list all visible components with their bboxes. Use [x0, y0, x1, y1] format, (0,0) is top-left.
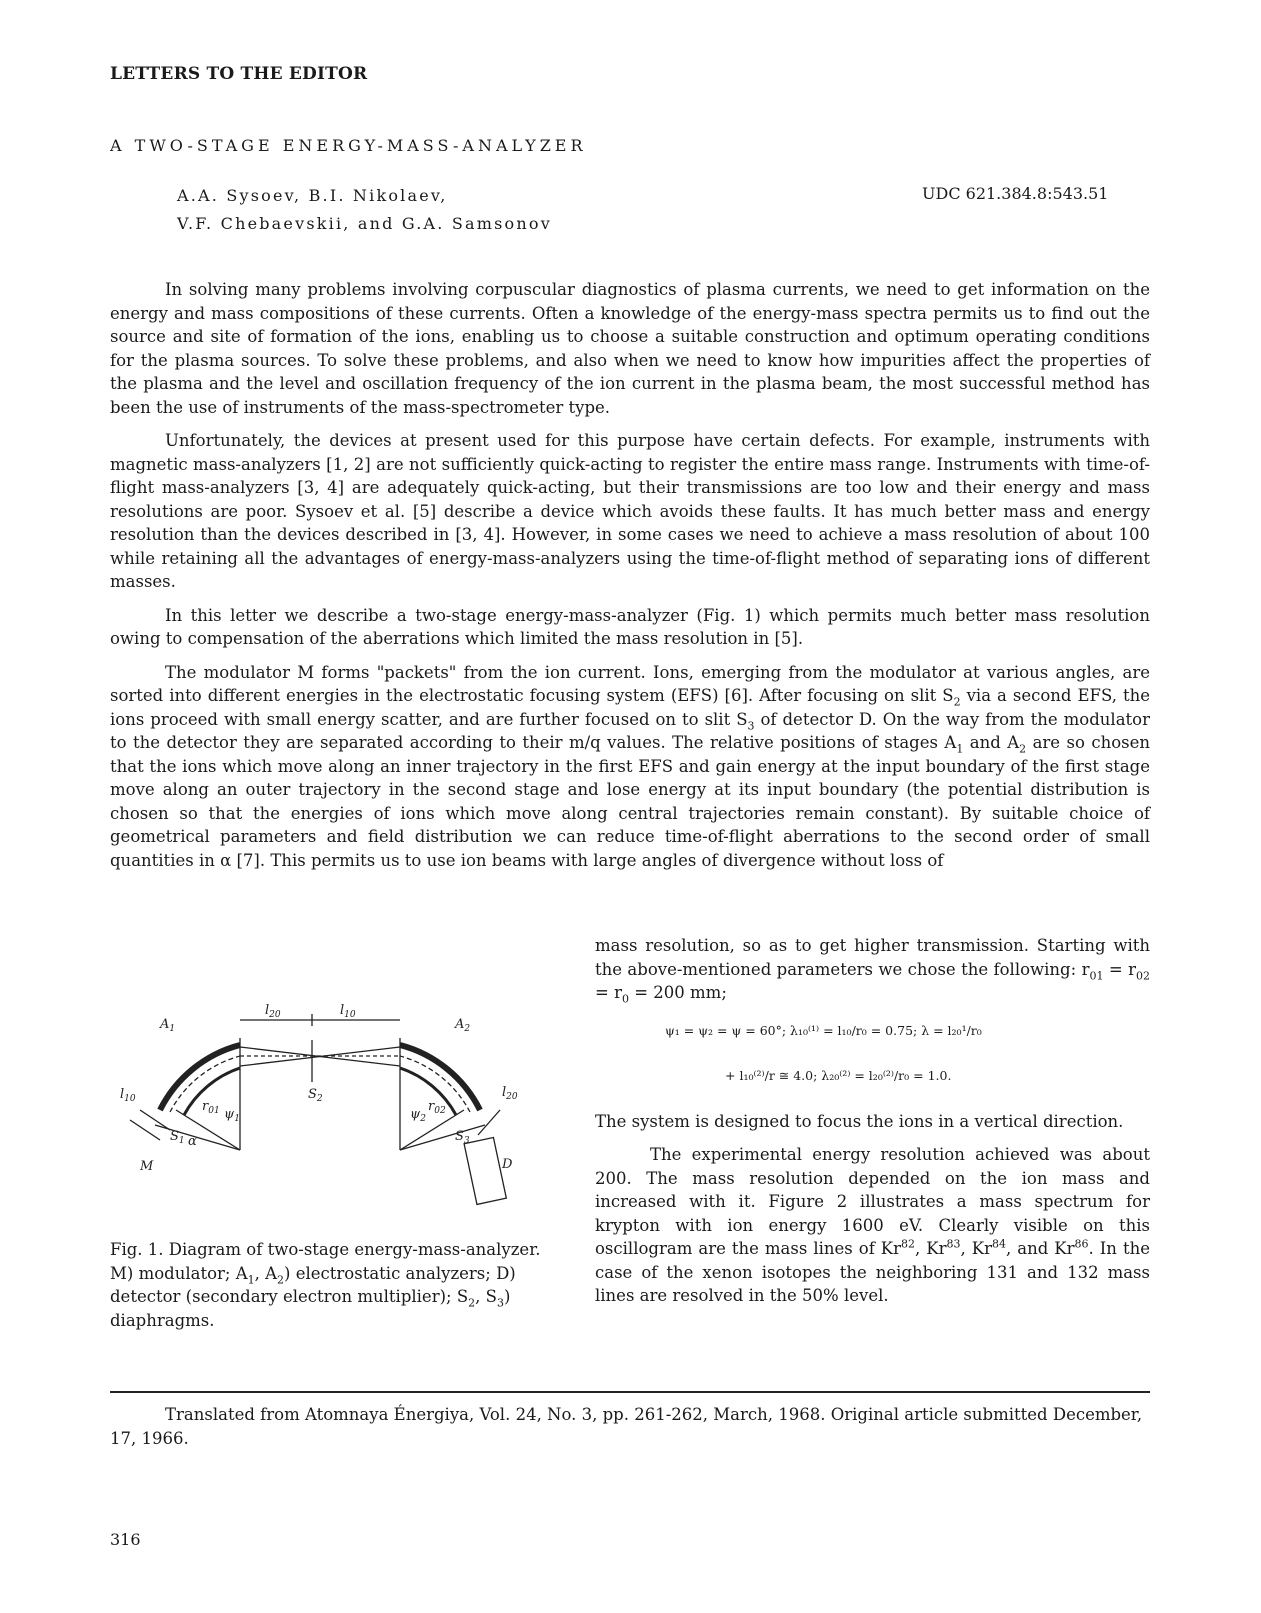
footnote-separator: [110, 1391, 1150, 1393]
authors: [177, 182, 552, 238]
analyzer-a1-outer-electrode: [160, 1045, 240, 1110]
analyzer-a2-outer-electrode: [400, 1045, 480, 1110]
svg-text:r01: $r_{01}$: [202, 1099, 220, 1116]
svg-text:S2: $S_2$: [308, 1087, 323, 1104]
svg-text:S1: $S_1$: [170, 1129, 185, 1146]
svg-text:l20: $l_{20}$: [502, 1085, 518, 1102]
authors-line-2: V.F. Chebaevskii, and G.A. Samsonov: [177, 214, 552, 233]
body-text: [110, 278, 1150, 872]
svg-text:D: D: [502, 1157, 513, 1172]
svg-text:S3: $S_3$: [455, 1129, 470, 1146]
svg-text:α: α: [188, 1134, 197, 1149]
svg-text:r02: $r_{02}$: [428, 1099, 446, 1116]
paragraph-3: In this letter we describe a two-stage energy-mass-analyzer (Fig. 1) which permits much better mass resolution owing to compensation of the aberrations which limited the mass resolution in [5].: [110, 605, 1150, 648]
svg-text:M: M: [140, 1159, 154, 1174]
footnote: Translated from Atomnaya Énergiya, Vol. 24, No. 3, pp. 261-262, March, 1968. Original article submitted December, 17, 1966.: [110, 1405, 1143, 1448]
page-number: 316: [110, 1530, 141, 1549]
section-heading: LETTERS TO THE EDITOR: [110, 64, 368, 84]
paragraph-4: The modulator M forms "packets" from the ion current. Ions, emerging from the modulator at various angles, are sorted into different energies in the electrostatic focusing system (EFS) [6]. After focusing on slit $S_2$ via a second EFS, the ions proceed with small energy scatter, and are further focused on to slit $S_3$ of detector D. On the way from the modulator to the detector they are separated according to their m/q values. The relative positions of stages $A_1$ and $A_2$ are so chosen that the ions which move along an inner trajectory in the first EFS and gain energy at the input boundary of the first stage move along an outer trajectory in the second stage and lose energy at its input boundary (the potential distribution is chosen so that the energies of ions which move along central trajectories remain constant). By suitable choice of geometrical parameters and field distribution we can reduce time-of-flight aberrations to the second order of small quantities in α [7]. This permits us to use ion beams with large angles of divergence without loss of: [110, 662, 1150, 870]
figure-1-caption: Fig. 1. Diagram of two-stage energy-mass-analyzer. M) modulator; $A_1$, $A_2$) electrostatic analyzers; D) detector (secondary electron multiplier); $S_2$, $S_3$) diaphragms.: [110, 1240, 541, 1330]
svg-text:A1: $A_1$: [160, 1017, 176, 1034]
formula-line-2: + l₁₀⁽²⁾/r ≅ 4.0; λ₂₀⁽²⁾ = l₂₀⁽²⁾/r₀ = 1.0.: [725, 1068, 952, 1083]
paragraph-focus: The system is designed to focus the ions in a vertical direction.: [595, 1111, 1124, 1131]
figure-1-diagram: [110, 1000, 540, 1220]
svg-text:A2: $A_2$: [455, 1017, 471, 1034]
paragraph-continuation: mass resolution, so as to get higher transmission. Starting with the above-mentioned parameters we chose the following: $r_{01} = r_{02} = r_0 = 200$ mm;: [595, 936, 1151, 1006]
svg-text:ψ1: $\psi_1$: [224, 1107, 240, 1124]
udc-code: UDC 621.384.8:543.51: [922, 184, 1109, 203]
svg-text:l10: $l_{10}$: [340, 1003, 356, 1020]
formula-line-1: ψ₁ = ψ₂ = ψ = 60°; λ₁₀⁽¹⁾ = l₁₀/r₀ = 0.75; λ = l₂₀¹/r₀: [665, 1022, 982, 1038]
modulator: [130, 1120, 160, 1140]
svg-text:l10: $l_{10}$: [120, 1087, 136, 1104]
paragraph-experimental: The experimental energy resolution achieved was about 200. The mass resolution depended on the ion mass and increased with it. Figure 2 illustrates a mass spectrum for krypton with ion energy 1600 eV. Clearly visible on this oscillogram are the mass lines of Kr$^{82}$, Kr$^{83}$, Kr$^{84}$, and Kr$^{86}$. In the case of the xenon isotopes the neighboring 131 and 132 mass lines are resolved in the 50% level.: [595, 1145, 1150, 1305]
paragraph-1: In solving many problems involving corpuscular diagnostics of plasma currents, we need to get information on the energy and mass compositions of these currents. Often a knowledge of the energy-mass spectra permits us to find out the source and site of formation of the ions, enabling us to choose a suitable construction and optimum operating conditions for the plasma sources. To solve these problems, and also when we need to know how impurities affect the properties of the plasma and the level and oscillation frequency of the ion current in the plasma beam, the most successful method has been the use of instruments of the mass-spectrometer type.: [110, 280, 1150, 417]
paragraph-2: Unfortunately, the devices at present used for this purpose have certain defects. For example, instruments with magnetic mass-analyzers [1, 2] are not sufficiently quick-acting to register the entire mass range. Instruments with time-of-flight mass-analyzers [3, 4] are adequately quick-acting, but their transmissions are too low and their energy and mass resolutions are poor. Sysoev et al. [5] describe a device which avoids these faults. It has much better mass and energy resolution than the devices described in [3, 4]. However, in some cases we need to achieve a mass resolution of about 100 while retaining all the advantages of energy-mass-analyzers using the time-of-flight method of separating ions of different masses.: [110, 431, 1150, 591]
right-column: [595, 934, 1150, 1308]
svg-text:l20: $l_{20}$: [265, 1003, 281, 1020]
article-title: A TWO-STAGE ENERGY-MASS-ANALYZER: [110, 136, 587, 155]
svg-text:ψ2: $\psi_2$: [410, 1107, 426, 1124]
detector: [464, 1138, 506, 1205]
authors-line-1: A.A. Sysoev, B.I. Nikolaev,: [177, 186, 448, 205]
